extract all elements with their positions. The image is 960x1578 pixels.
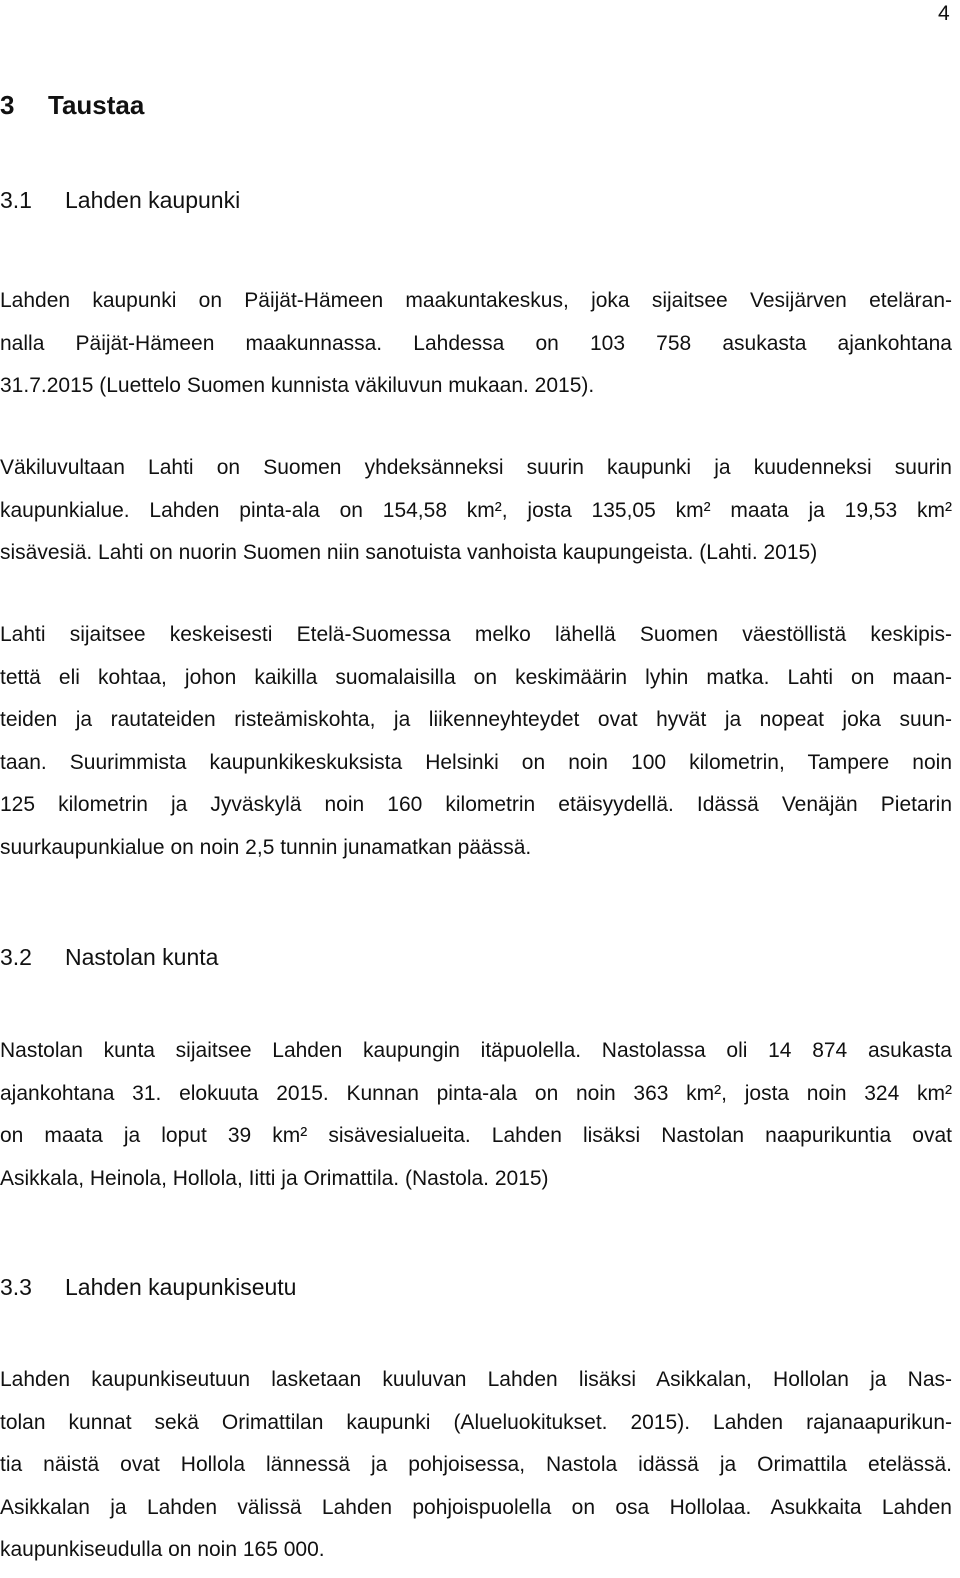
section-heading [0, 943, 218, 971]
text-line: suurkaupunkialue on noin 2,5 tunnin junamatkan päässä. [0, 835, 532, 859]
text-line: Lahti sijaitsee keskeisesti Etelä-Suomessa melko lähellä Suomen väestöllistä keskipis- [0, 623, 952, 646]
paragraph [0, 280, 952, 408]
text-line: tia näistä ovat Hollola lännessä ja pohjoisessa, Nastola idässä ja Orimattila etelässä. [0, 1453, 952, 1476]
section-heading [0, 186, 240, 214]
text-line: 125 kilometrin ja Jyväskylä noin 160 kilometrin etäisyydellä. Idässä Venäjän Pietarin [0, 793, 952, 816]
chapter-title: Taustaa [48, 90, 145, 120]
paragraph [0, 447, 952, 575]
section-number: 3.2 [0, 944, 32, 970]
text-line: nalla Päijät-Hämeen maakunnassa. Lahdessa on 103 758 asukasta ajankohtana [0, 331, 952, 355]
text-line: 31.7.2015 (Luettelo Suomen kunnista väkiluvun mukaan. 2015). [0, 374, 595, 397]
paragraph [0, 1030, 952, 1200]
text-line: teiden ja rautateiden risteämiskohta, ja liikenneyhteydet ovat hyvät ja nopeat joka suun- [0, 708, 952, 731]
text-line: Asikkalan ja Lahden välissä Lahden pohjoispuolella on osa Hollolaa. Asukkaita Lahden [0, 1495, 952, 1519]
text-line: taan. Suurimmista kaupunkikeskuksista Helsinki on noin 100 kilometrin, Tampere noin [0, 750, 952, 774]
text-line: tolan kunnat sekä Orimattilan kaupunki (Alueluokitukset. 2015). Lahden rajanaapurikun- [0, 1410, 952, 1434]
text-line: Väkiluvultaan Lahti on Suomen yhdeksänneksi suurin kaupunki ja kuudenneksi suurin [0, 456, 952, 479]
section-title: Nastolan kunta [65, 944, 219, 970]
page-number: 4 [938, 2, 950, 25]
text-line: Lahden kaupunkiseutuun lasketaan kuuluvan Lahden lisäksi Asikkalan, Hollolan ja Nas- [0, 1368, 952, 1391]
text-line: kaupunkialue. Lahden pinta-ala on 154,58 km², josta 135,05 km² maata ja 19,53 km² [0, 498, 952, 522]
section-number: 3.3 [0, 1274, 32, 1300]
text-line: Nastolan kunta sijaitsee Lahden kaupungin itäpuolella. Nastolassa oli 14 874 asukasta [0, 1039, 952, 1062]
text-line: Lahden kaupunki on Päijät-Hämeen maakuntakeskus, joka sijaitsee Vesijärven eteläran- [0, 289, 952, 312]
section-heading [0, 1273, 296, 1301]
text-line: Asikkala, Heinola, Hollola, Iitti ja Orimattila. (Nastola. 2015) [0, 1166, 549, 1190]
section-number: 3.1 [0, 187, 32, 213]
section-title: Lahden kaupunki [65, 187, 241, 213]
paragraph [0, 1359, 952, 1572]
chapter-heading [0, 90, 144, 120]
text-line: tettä eli kohtaa, johon kaikilla suomalaisilla on keskimäärin lyhin matka. Lahti on maan- [0, 665, 952, 689]
chapter-number: 3 [0, 90, 15, 120]
section-title: Lahden kaupunkiseutu [65, 1274, 297, 1300]
text-line: on maata ja loput 39 km² sisävesialueita. Lahden lisäksi Nastolan naapurikuntia ovat [0, 1124, 952, 1147]
paragraph [0, 614, 952, 869]
text-line: kaupunkiseudulla on noin 165 000. [0, 1538, 325, 1561]
text-line: sisävesiä. Lahti on nuorin Suomen niin sanotuista vanhoista kaupungeista. (Lahti. 2015) [0, 541, 818, 564]
text-line: ajankohtana 31. elokuuta 2015. Kunnan pinta-ala on noin 363 km², josta noin 324 km² [0, 1081, 952, 1105]
